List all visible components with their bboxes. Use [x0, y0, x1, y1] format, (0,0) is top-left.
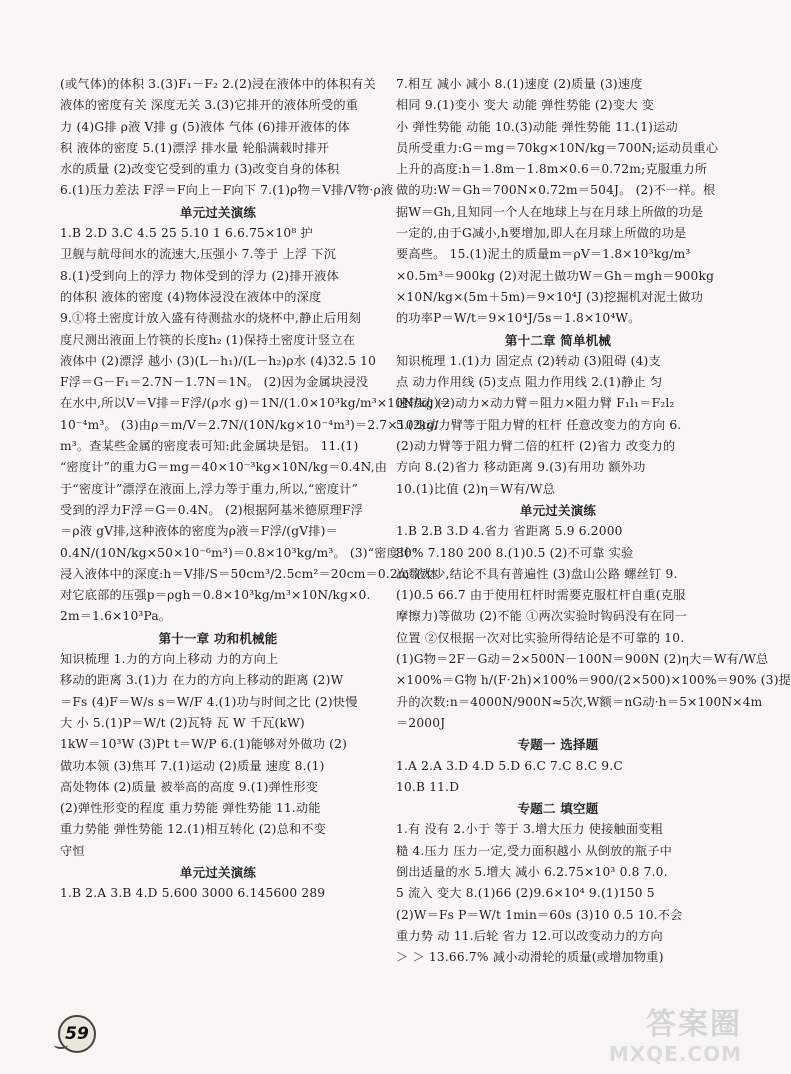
answer-line: 1.B 2.B 3.D 4.省力 省距离 5.9 6.2000	[396, 524, 623, 539]
answer-line: ×0.5m³＝900kg (2)对泥土做功W＝Gh＝mgh＝900kg	[396, 268, 715, 283]
answer-line: 1.有 没有 2.小于 等于 3.增大压力 使接触面变粗	[396, 822, 664, 837]
answer-line: 0.4N/(10N/kg×50×10⁻⁶m³)＝0.8×10³kg/m³。 (3)“密度计”	[60, 545, 418, 560]
answer-line: 在水中,所以V＝V排＝F浮/(ρ水 g)＝1N/(1.0×10³kg/m³×10N/kg)＝	[60, 396, 452, 411]
answer-line: 小 弹性势能 动能 10.(3)动能 弹性势能 11.(1)运动	[396, 119, 678, 134]
answer-line: 1.B 2.D 3.C 4.5 25 5.10 1 6.6.75×10⁸ 护	[60, 226, 313, 241]
answer-line: 于“密度计”漂浮在液面上,浮力等于重力,所以,“密度计”	[60, 481, 359, 496]
answer-line: 液体的密度有关 深度无关 3.(3)它排开的液体所受的重	[60, 98, 359, 113]
section-heading: 专题二 填空题	[517, 801, 599, 817]
answer-line: 据W＝Gh,且知同一个人在地球上与在月球上所做的功是	[396, 204, 704, 219]
watermark	[608, 1007, 742, 1070]
answer-line: 5.(2)动力臂等于阻力臂的杠杆 任意改变力的方向 6.	[396, 417, 682, 432]
answer-line: 80% 7.180 200 8.(1)0.5 (2)不可靠 实验	[396, 545, 634, 560]
answer-line: (2)动力臂等于阻力臂二倍的杠杆 (2)省力 改变力的	[396, 439, 676, 454]
answer-line: 受到的浮力F浮＝G＝0.4N。 (2)根据阿基米德原理F浮	[60, 502, 364, 517]
answer-line: 方向 8.(2)省力 移动距离 9.(3)有用功 额外功	[396, 460, 646, 475]
answer-line: (1)G物＝2F－G动＝2×500N－100N＝900N (2)η大＝W有/W总	[396, 652, 769, 667]
answer-line: 力 (4)G排 ρ液 V排 g (5)液体 气体 (6)排开液体的体	[60, 119, 350, 134]
section-heading: 专题一 选择题	[517, 737, 599, 753]
answer-line: 员所受重力:G＝mg＝70kg×10N/kg＝700N;运动员重心	[396, 140, 719, 155]
answer-line: (2)W＝Fs P＝W/t 1min＝60s (3)10 0.5 10.不会	[396, 907, 683, 922]
answer-line: 次数太少,结论不具有普遍性 (3)盘山公路 螺丝钉 9.	[396, 566, 678, 581]
answer-line: ×10N/kg×(5m＋5m)＝9×10⁴J (3)挖掘机对泥土做功	[396, 289, 704, 304]
answer-line: ×100%＝G物 h/(F·2h)×100%＝900/(2×500)×100%＝90% (3)提	[396, 673, 791, 688]
section-heading: 第十二章 简单机械	[504, 332, 612, 348]
answer-line: 1kW＝10³W (3)Pt t＝W/P 6.(1)能够对外做功 (2)	[60, 737, 348, 752]
answer-line: m³。查某些金属的密度表可知:此金属块是铝。 11.(1)	[60, 439, 359, 454]
answer-line: 点 动力作用线 (5)支点 阻力作用线 2.(1)静止 匀	[396, 375, 663, 390]
right-column	[396, 74, 791, 968]
answer-line: 速转动 (2)动力×动力臂＝阻力×阻力臂 F₁l₁＝F₂l₂	[396, 396, 675, 411]
answer-line: 重力势 动 11.后轮 省力 12.可以改变动力的方向	[396, 928, 663, 943]
answer-line: 9.①将土密度计放入盛有待测盐水的烧杯中,静止后用刻	[60, 311, 362, 326]
answer-line: 1.B 2.A 3.B 4.D 5.600 3000 6.145600 289	[60, 886, 326, 901]
section-heading: 单元过关演练	[179, 204, 257, 220]
answer-line: 知识梳理 1.力的方向上移动 力的方向上	[60, 652, 279, 667]
answer-line: ＝ρ液 gV排,这种液体的密度为ρ液＝F浮/(gV排)＝	[60, 524, 338, 539]
answer-line: 5 流入 变大 8.(1)66 (2)9.6×10⁴ 9.(1)150 5	[396, 886, 655, 901]
answer-line: 糙 4.压力 压力一定,受力面积越小 从倒放的瓶子中	[396, 843, 673, 858]
page-number: 59	[58, 1015, 96, 1053]
answer-line: 6.(1)压力差法 F浮＝F向上－F向下 7.(1)ρ物＝V排/V物·ρ液	[60, 183, 394, 198]
answer-line: 做功本领 (3)焦耳 7.(1)运动 (2)质量 速度 8.(1)	[60, 758, 325, 773]
watermark-url: MXQE.COM	[608, 1042, 742, 1066]
answer-line: ＞ ＞ 13.66.7% 减小动滑轮的质量(或增加物重)	[396, 950, 664, 965]
answer-line: 液体中 (2)漂浮 越小 (3)(L－h₁)/(L－h₂)ρ水 (4)32.5 10	[60, 353, 377, 368]
answer-line: 水的质量 (2)改变它受到的重力 (3)改变自身的体积	[60, 162, 340, 177]
answer-line: 的功率P＝W/t＝9×10⁴J/5s＝1.8×10⁴W。	[396, 311, 641, 326]
section-heading: 第十一章 功和机械能	[158, 630, 278, 646]
answer-line: 8.(1)受到向上的浮力 物体受到的浮力 (2)排开液体	[60, 268, 339, 283]
answer-line: 重力势能 弹性势能 12.(1)相互转化 (2)总和不变	[60, 822, 327, 837]
answer-line: (1)0.5 66.7 由于使用杠杆时需要克服杠杆自重(克服	[396, 588, 686, 603]
answer-line: ＝2000J	[396, 715, 446, 730]
answer-line: “密度计”的重力G＝mg＝40×10⁻³kg×10N/kg＝0.4N,由	[60, 460, 388, 475]
answer-line: 2m＝1.6×10³Pa。	[60, 609, 172, 624]
answer-line: 要高些。 15.(1)泥土的质量m＝ρV＝1.8×10³kg/m³	[396, 247, 691, 262]
answer-line: 守恒	[60, 843, 85, 858]
answer-line: 卫舰与航母间水的流速大,压强小 7.等于 上浮 下沉	[60, 247, 337, 262]
answer-line: (或气体)的体积 3.(3)F₁－F₂ 2.(2)浸在液体中的体积有关	[60, 77, 376, 91]
answer-line: 移动的距离 3.(1)力 在力的方向上移动的距离 (2)W	[60, 673, 344, 688]
answer-line: 相同 9.(1)变小 变大 动能 弹性势能 (2)变大 变	[396, 98, 655, 113]
answer-line: ＝Fs (4)F＝W/s s＝W/F 4.(1)功与时间之比 (2)快慢	[60, 694, 358, 709]
section-heading: 单元过关演练	[519, 502, 597, 518]
answer-line: 上升的高度:h＝1.8m－1.8m×0.6＝0.72m;克服重力所	[396, 162, 708, 177]
answer-line: 摩擦力)等做功 (2)不能 ①两次实验时钩码没有在同一	[396, 609, 688, 624]
answer-line: 升的次数:n＝4000N/900N≈5次,W额＝nG动·h＝5×100N×4m	[396, 694, 763, 709]
answer-line: 浸入液体中的深度:h＝V排/S＝50cm³/2.5cm²＝20cm＝0.2m 液体	[60, 566, 439, 581]
answer-line: 倒出适量的水 5.增大 减小 6.2.75×10³ 0.8 7.0.	[396, 864, 668, 879]
answer-line: 对它底部的压强p＝ρgh＝0.8×10³kg/m³×10N/kg×0.	[60, 588, 371, 603]
answer-line: (2)弹性形变的程度 重力势能 弹性势能 11.动能	[60, 801, 321, 816]
answer-line: 做的功:W＝Gh＝700N×0.72m＝504J。 (2)不一样。根	[396, 183, 716, 198]
answer-line: 度尺测出液面上竹筷的长度h₂ (1)保持土密度计竖立在	[60, 332, 356, 347]
answer-line: 位置 ②仅根据一次对比实验所得结论是不可靠的 10.	[396, 630, 685, 645]
answer-line: 10⁻⁴m³。 (3)由ρ＝m/V＝2.7N/(10N/kg×10⁻⁴m³)＝2.7×10³kg/	[60, 417, 439, 432]
answer-line: 的体积 液体的密度 (4)物体浸没在液体中的深度	[60, 289, 322, 304]
answer-line: 10.(1)比值 (2)η＝W有/W总	[396, 481, 555, 496]
answer-line: 一定的,由于G减小,h要增加,即人在月球上所做的功是	[396, 226, 687, 241]
answer-line: 积 液体的密度 5.(1)漂浮 排水量 轮船满载时排开	[60, 140, 330, 155]
answer-line: 高处物体 (2)质量 被举高的高度 9.(1)弹性形变	[60, 779, 319, 794]
answer-line: 知识梳理 1.(1)力 固定点 (2)转动 (3)阻碍 (4)支	[396, 353, 661, 368]
answer-line: 大 小 5.(1)P＝W/t (2)瓦特 瓦 W 千瓦(kW)	[60, 715, 305, 730]
answer-line: 1.A 2.A 3.D 4.D 5.D 6.C 7.C 8.C 9.C	[396, 758, 623, 773]
section-heading: 单元过关演练	[179, 864, 257, 880]
answer-line: F浮＝G－F₁＝2.7N－1.7N＝1N。 (2)因为金属块浸没	[60, 375, 369, 390]
answer-line: 7.相互 减小 减小 8.(1)速度 (2)质量 (3)速度	[396, 77, 643, 91]
watermark-logo: 答案圈	[646, 1007, 742, 1042]
answer-line: 10.B 11.D	[396, 779, 460, 794]
